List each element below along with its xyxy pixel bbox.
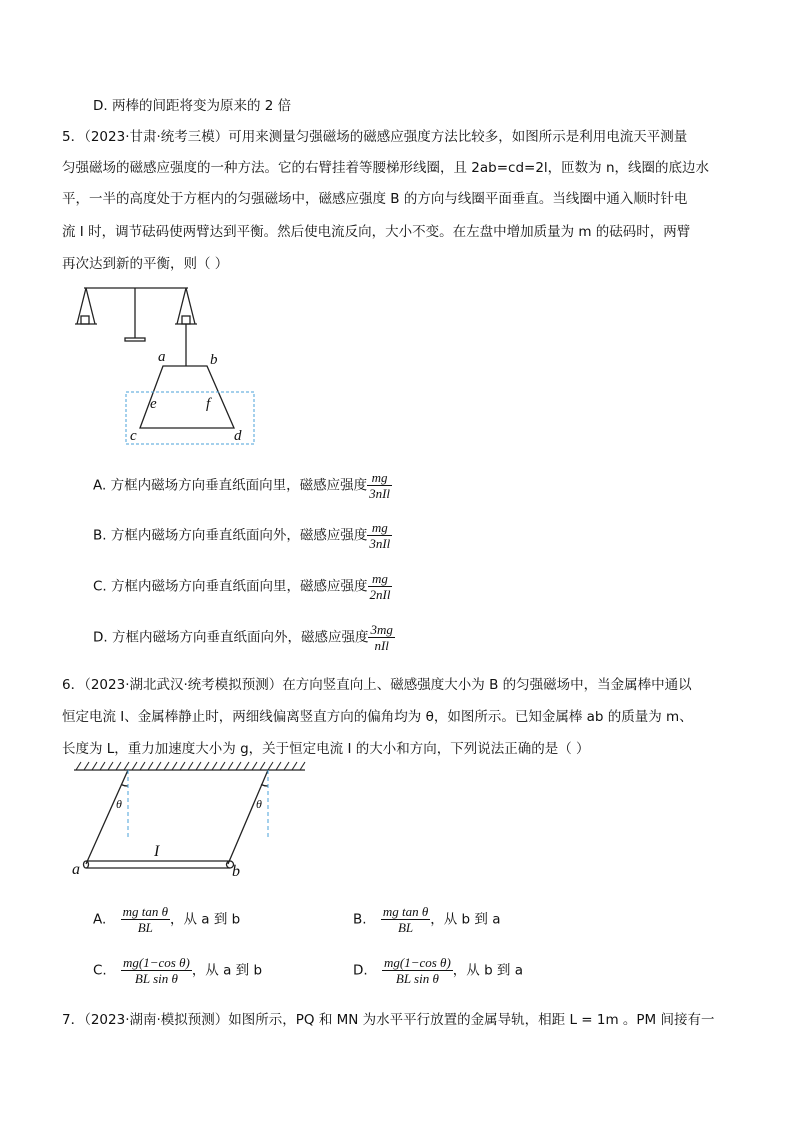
q5-option-b-text: B. 方框内磁场方向垂直纸面向外，磁感应强度 (93, 527, 368, 544)
balance-base (125, 338, 145, 341)
hatch-mark (252, 762, 257, 770)
label-d: d (234, 428, 242, 444)
frac-den: BL (397, 920, 414, 935)
right-weight (182, 316, 190, 324)
q6-option-b-label: B. (353, 911, 367, 928)
frac-den: 3nIl (369, 536, 391, 551)
q5-option-a[interactable] (93, 470, 392, 501)
hatch-mark (84, 762, 89, 770)
frac-num: mg (368, 571, 393, 587)
frac-den: BL sin θ (395, 971, 439, 986)
q6-option-a-label: A. (93, 911, 107, 928)
hatch-mark (172, 762, 177, 770)
label-e: e (150, 396, 157, 412)
q7-stem-line-1: 7．（2023·湖南·模拟预测）如图所示，PQ 和 MN 为水平平行放置的金属导轨，相距 L = 1m 。PM 间接有一 (62, 1012, 715, 1028)
label-b: b (210, 352, 218, 368)
left-angle-arc (121, 785, 128, 787)
q5-stem-line-1: 5．（2023·甘肃·统考三模）可用来测量匀强磁场的磁感应强度方法比较多，如图所示是利用电流天平测量 (62, 129, 688, 145)
hatch-mark (132, 762, 137, 770)
frac-num: mg(1−cos θ) (123, 955, 190, 970)
q6-option-c-direction: ，从 a 到 b (191, 962, 263, 979)
q6-option-b[interactable] (353, 904, 500, 935)
hatch-mark (108, 762, 113, 770)
left-weight (81, 316, 89, 324)
frac-den: BL sin θ (134, 971, 178, 986)
right-angle-arc (261, 785, 268, 787)
hatch-mark (236, 762, 241, 770)
hatch-mark (116, 762, 121, 770)
q6-stem-line-3: 长度为 L，重力加速度大小为 g，关于恒定电流 I 的大小和方向，下列说法正确的是（ ） (62, 741, 590, 757)
q5-stem-line-3: 平，一半的高度处于方框内的匀强磁场中，磁感应强度 B 的方向与线圈平面垂直。当线圈中通入顺时针电 (62, 191, 688, 207)
frac-den: nIl (374, 638, 389, 653)
left-thread (86, 770, 128, 864)
hatch-mark (148, 762, 153, 770)
q6-option-a-fraction (121, 904, 170, 935)
label-f: f (206, 396, 211, 412)
hatch-mark (100, 762, 105, 770)
q6-option-c-label: C. (93, 962, 107, 979)
right-thread (228, 770, 268, 864)
q6-option-b-direction: ，从 b 到 a (430, 911, 501, 928)
frac-den: 2nIl (369, 587, 391, 602)
hatch-mark (180, 762, 185, 770)
hatch-mark (268, 762, 273, 770)
hatch-mark (124, 762, 129, 770)
hatch-mark (164, 762, 169, 770)
hatch-mark (260, 762, 265, 770)
q6-rod-figure (70, 760, 310, 880)
frac-num: mg tan θ (122, 904, 168, 919)
q5-option-c-text: C. 方框内磁场方向垂直纸面向里，磁感应强度 (93, 578, 368, 595)
q6-option-b-fraction (381, 904, 430, 935)
rod-end-a (84, 861, 89, 868)
q6-stem-line-2: 恒定电流 I、金属棒静止时，两细线偏离竖直方向的偏角均为 θ，如图所示。已知金属棒 ab 的质量为 m、 (62, 709, 693, 725)
frac-num: mg (367, 470, 392, 486)
ceiling-hatch (76, 762, 305, 770)
q6-option-c-fraction (121, 955, 192, 986)
hatch-mark (188, 762, 193, 770)
frac-num: mg(1−cos θ) (383, 955, 451, 970)
q6-option-d[interactable] (353, 955, 523, 986)
hatch-mark (92, 762, 97, 770)
hatch-mark (300, 762, 305, 770)
q6-option-a[interactable] (93, 904, 240, 935)
hatch-mark (284, 762, 289, 770)
hatch-mark (140, 762, 145, 770)
hatch-mark (212, 762, 217, 770)
frac-num: mg tan θ (382, 904, 429, 919)
q5-stem-line-2: 匀强磁场的磁感应强度的一种方法。它的右臂挂着等腰梯形线圈，且 2ab=cd=2l，匝数为 n，线圈的底边水 (62, 160, 710, 176)
right-theta-label: θ (256, 797, 262, 811)
q5-option-d-fraction (368, 622, 394, 653)
hatch-mark (220, 762, 225, 770)
q5-option-c-fraction (368, 571, 393, 602)
q5-option-b[interactable] (93, 520, 392, 551)
q5-option-d-text: D. 方框内磁场方向垂直纸面向外，磁感应强度 (93, 629, 369, 646)
hatch-mark (156, 762, 161, 770)
q6-option-d-label: D. (353, 962, 368, 979)
frac-den: BL (137, 920, 153, 935)
q6-option-c[interactable] (93, 955, 262, 986)
rod-label-b: b (232, 863, 240, 880)
hatch-mark (204, 762, 209, 770)
hatch-mark (244, 762, 249, 770)
frac-num: mg (367, 520, 392, 536)
left-theta-label: θ (116, 797, 122, 811)
rod-label-a: a (72, 861, 80, 878)
frac-num: 3mg (370, 622, 393, 637)
label-c: c (130, 428, 137, 444)
q5-stem-line-4: 流 I 时，调节砝码使两臂达到平衡。然后使电流反向，大小不变。在左盘中增加质量为 m 的砝码时，两臂 (62, 224, 691, 240)
q6-option-d-direction: ，从 b 到 a (452, 962, 523, 979)
label-a: a (158, 349, 166, 365)
hatch-mark (276, 762, 281, 770)
q5-option-d[interactable] (93, 622, 395, 653)
q5-option-a-text: A. 方框内磁场方向垂直纸面向里，磁感应强度 (93, 477, 368, 494)
current-label: I (154, 843, 160, 860)
q5-option-b-fraction (367, 520, 392, 551)
q4-option-d: D. 两棒的间距将变为原来的 2 倍 (93, 98, 292, 114)
frac-den: 3nIl (369, 486, 391, 501)
q6-stem-line-1: 6．（2023·湖北武汉·统考模拟预测）在方向竖直向上、磁感强度大小为 B 的匀强磁场中，当金属棒中通以 (62, 677, 692, 693)
hatch-mark (196, 762, 201, 770)
hatch-mark (76, 762, 81, 770)
q6-option-a-direction: ，从 a 到 b (169, 911, 241, 928)
q6-option-d-fraction (382, 955, 453, 986)
q5-balance-figure (70, 280, 270, 460)
q5-option-c[interactable] (93, 571, 392, 602)
q5-stem-line-5: 再次达到新的平衡，则（ ） (62, 256, 229, 272)
hatch-mark (228, 762, 233, 770)
q5-option-a-fraction (367, 470, 392, 501)
hatch-mark (292, 762, 297, 770)
